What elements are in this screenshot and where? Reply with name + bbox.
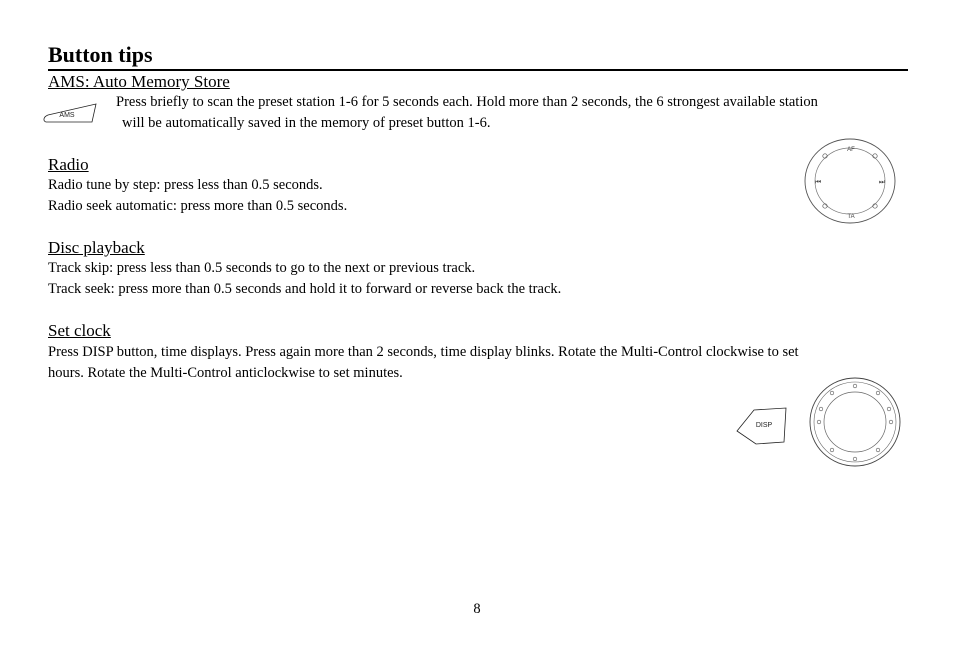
disc-text-line: Track seek: press more than 0.5 seconds and hold it to forward or reverse back the track. <box>48 281 562 297</box>
ams-heading: AMS: Auto Memory Store <box>48 72 230 91</box>
ta-label: TA <box>847 214 855 220</box>
af-label: AF <box>847 147 855 153</box>
ams-button-illustration <box>40 100 104 128</box>
radio-dial-illustration <box>803 137 897 225</box>
next-icon: ⏭ <box>878 179 886 186</box>
ams-text-line: Press briefly to scan the preset station 1-6 for 5 seconds each. Hold more than 2 seconds, the 6 strongest available station <box>116 94 818 110</box>
title-divider <box>48 69 908 71</box>
radio-heading: Radio <box>48 155 89 174</box>
page-number: 8 <box>473 601 481 617</box>
ams-button-label: AMS <box>59 112 75 119</box>
disc-heading: Disc playback <box>48 238 145 257</box>
radio-text-line: Radio tune by step: press less than 0.5 seconds. <box>48 177 323 193</box>
clock-heading: Set clock <box>48 321 111 340</box>
multi-control-dial-illustration <box>808 376 902 468</box>
radio-text-line: Radio seek automatic: press more than 0.5 seconds. <box>48 198 348 214</box>
disp-button-illustration <box>734 404 790 446</box>
page-title: Button tips <box>48 42 153 67</box>
disp-button-label: DISP <box>755 422 773 429</box>
disc-text-line: Track skip: press less than 0.5 seconds to go to the next or previous track. <box>48 260 476 276</box>
clock-text-line: hours. Rotate the Multi-Control anticlockwise to set minutes. <box>48 365 403 381</box>
ams-text-line: will be automatically saved in the memory of preset button 1-6. <box>122 115 491 131</box>
clock-text-line: Press DISP button, time displays. Press again more than 2 seconds, time display blinks. Rotate the Multi-Control clockwise to set <box>48 344 799 360</box>
previous-icon: ⏮ <box>814 179 822 186</box>
